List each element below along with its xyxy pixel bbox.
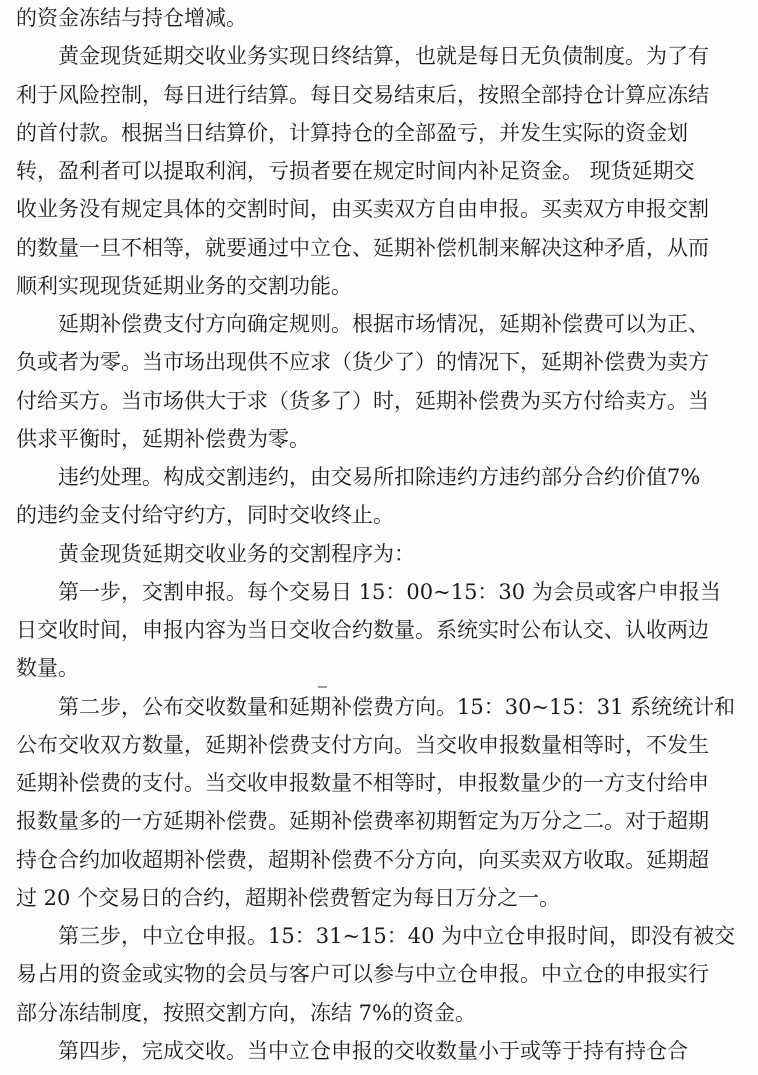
- text-line: 部分冻结制度，按照交割方向，冻结 7%的资金。: [16, 1001, 476, 1025]
- text-line: 过 20 个交易日的合约，超期补偿费暂定为每日万分之一。: [16, 886, 561, 910]
- scan-speck: [318, 686, 327, 688]
- paragraph-start: 第二步，公布交收数量和延期补偿费方向。15：30~15：31 系统统计和: [58, 695, 736, 719]
- text-line: 负或者为零。当市场出现供不应求（货少了）的情况下，延期补偿费为卖方: [16, 350, 709, 374]
- text-line: 易占用的资金或实物的会员与客户可以参与中立仓申报。中立仓的申报实行: [16, 962, 709, 986]
- text-line: 转，盈利者可以提取利润，亏损者要在规定时间内补足资金。 现货延期交: [16, 159, 695, 183]
- text-line: 数量。: [16, 656, 79, 680]
- text-line: 公布交收双方数量，延期补偿费支付方向。当交收申报数量相等时，不发生: [16, 733, 709, 757]
- text-line: 顺利实现现货延期业务的交割功能。: [16, 274, 352, 298]
- text-line: 日交收时间，申报内容为当日交收合约数量。系统实时公布认交、认收两边: [16, 618, 709, 642]
- paragraph-start: 第四步，完成交收。当中立仓申报的交收数量小于或等于持有持仓合: [58, 1039, 688, 1063]
- text-line: 供求平衡时，延期补偿费为零。: [16, 427, 310, 451]
- paragraph-start: 第三步，中立仓申报。15：31~15：40 为中立仓申报时间，即没有被交: [58, 924, 736, 948]
- paragraph-start: 黄金现货延期交收业务的交割程序为：: [58, 542, 415, 566]
- text-line: 付给买方。当市场供大于求（货多了）时，延期补偿费为买方付给卖方。当: [16, 389, 709, 413]
- text-line: 的数量一旦不相等，就要通过中立仓、延期补偿机制来解决这种矛盾，从而: [16, 236, 709, 260]
- text-line: 报数量多的一方延期补偿费。延期补偿费率初期暂定为万分之二。对于超期: [16, 809, 709, 833]
- paragraph-start: 违约处理。构成交割违约，由交易所扣除违约方违约部分合约价值7%: [58, 465, 701, 489]
- text-line: 延期补偿费的支付。当交收申报数量不相等时，申报数量少的一方支付给申: [16, 771, 709, 795]
- text-line: 收业务没有规定具体的交割时间，由买卖双方自由申报。买卖双方申报交割: [16, 197, 709, 221]
- paragraph-start: 第一步，交割申报。每个交易日 15：00~15：30 为会员或客户申报当: [58, 580, 721, 604]
- text-line: 的资金冻结与持仓增减。: [16, 6, 247, 30]
- text-line: 利于风险控制，每日进行结算。每日交易结束后，按照全部持仓计算应冻结: [16, 83, 709, 107]
- text-line: 的首付款。根据当日结算价，计算持仓的全部盈亏，并发生实际的资金划: [16, 121, 688, 145]
- text-line: 持仓合约加收超期补偿费，超期补偿费不分方向，向买卖双方收取。延期超: [16, 848, 709, 872]
- text-line: 的违约金支付给守约方，同时交收终止。: [16, 503, 394, 527]
- paragraph-start: 黄金现货延期交收业务实现日终结算，也就是每日无负债制度。为了有: [58, 44, 709, 68]
- paragraph-start: 延期补偿费支付方向确定规则。根据市场情况，延期补偿费可以为正、: [58, 312, 709, 336]
